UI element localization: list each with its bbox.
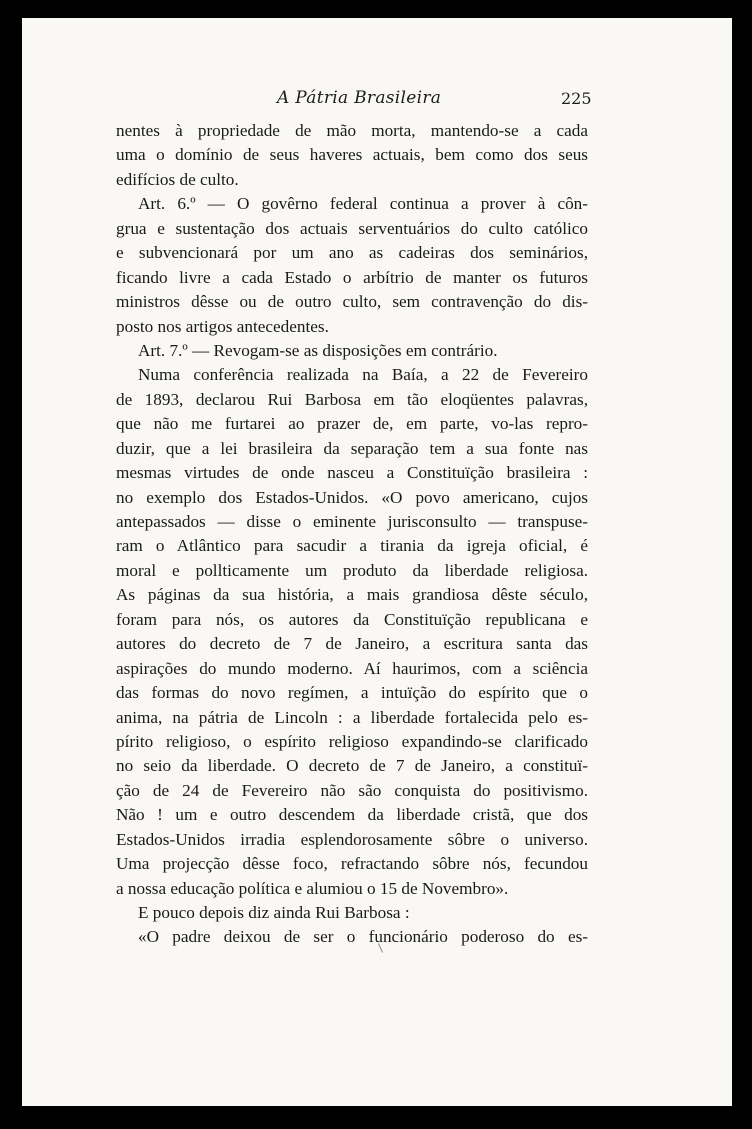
text-line: ção de 24 de Fevereiro não são conquista do positivismo. — [116, 780, 588, 800]
text-line: edifícios de culto. — [116, 169, 239, 189]
text-line: a nossa educação política e alumiou o 15 de Novembro». — [116, 878, 509, 898]
text-line: «O padre deixou de ser o funcionário poderoso do es- — [138, 927, 588, 947]
text-line: mesmas virtudes de onde nasceu a Constituïção brasileira : — [116, 463, 588, 483]
text-line: e subvencionará por um ano as cadeiras dos seminários, — [116, 243, 588, 263]
text-line: anima, na pátria de Lincoln : a liberdade fortalecida pelo es- — [116, 707, 588, 727]
text-line: nentes à propriedade de mão morta, mantendo-se a cada — [116, 121, 588, 140]
running-title: A Pátria Brasileira — [277, 88, 442, 108]
text-line: ram o Atlântico para sacudir a tirania da igreja oficial, é — [116, 536, 588, 556]
page-number: 225 — [561, 89, 592, 108]
page-header — [22, 84, 732, 114]
text-line: ficando livre a cada Estado o arbítrio de manter os futuros — [116, 267, 588, 287]
text-line: Art. 7.º — Revogam-se as disposições em contrário. — [138, 340, 498, 360]
text-line: ministros dêsse ou de outro culto, sem contravenção do dis- — [116, 292, 588, 312]
text-line: no exemplo dos Estados-Unidos. «O povo americano, cujos — [116, 487, 588, 507]
text-line: moral e pollticamente um produto da liberdade religiosa. — [116, 560, 588, 580]
text-line: grua e sustentação dos actuais serventuários do culto católico — [116, 218, 588, 238]
text-line: antepassados — disse o eminente jurisconsulto — transpuse- — [116, 512, 588, 531]
text-line: das formas do novo regímen, a intuïção do espírito que o — [116, 683, 588, 703]
text-line: uma o domínio de seus haveres actuais, bem como dos seus — [116, 145, 588, 165]
text-line: foram para nós, os autores da Constituïção republicana e — [116, 609, 588, 629]
text-line: autores do decreto de 7 de Janeiro, a escritura santa das — [116, 634, 588, 654]
text-line: Estados-Unidos irradia esplendorosamente sôbre o universo. — [116, 829, 588, 849]
text-line: E pouco depois diz ainda Rui Barbosa : — [138, 903, 410, 922]
text-line: Uma projecção dêsse foco, refractando sôbre nós, fecundou — [116, 854, 588, 874]
text-line: Numa conferência realizada na Baía, a 22 de Fevereiro — [138, 365, 588, 385]
text-line: pírito religioso, o espírito religioso expandindo-se clarificado — [116, 731, 588, 751]
text-line: Art. 6.º — O govêrno federal continua a prover à côn- — [138, 194, 588, 214]
text-line: de 1893, declarou Rui Barbosa em tão eloqüentes palavras, — [116, 389, 588, 409]
book-page — [22, 18, 732, 1106]
text-line: posto nos artigos antecedentes. — [116, 316, 329, 336]
text-line: As páginas da sua história, a mais grandiosa dêste século, — [116, 585, 588, 605]
text-line: duzir, que a lei brasileira da separação tem a sua fonte nas — [116, 438, 588, 458]
body-text — [116, 119, 588, 950]
text-line: que não me furtarei ao prazer de, em parte, vo-las repro- — [116, 414, 588, 434]
text-line: no seio da liberdade. O decreto de 7 de Janeiro, a constituï- — [116, 756, 588, 776]
text-line: Não ! um e outro descendem da liberdade cristã, que dos — [116, 805, 588, 825]
text-line: aspirações do mundo moderno. Aí haurimos, com a sciência — [116, 658, 588, 678]
